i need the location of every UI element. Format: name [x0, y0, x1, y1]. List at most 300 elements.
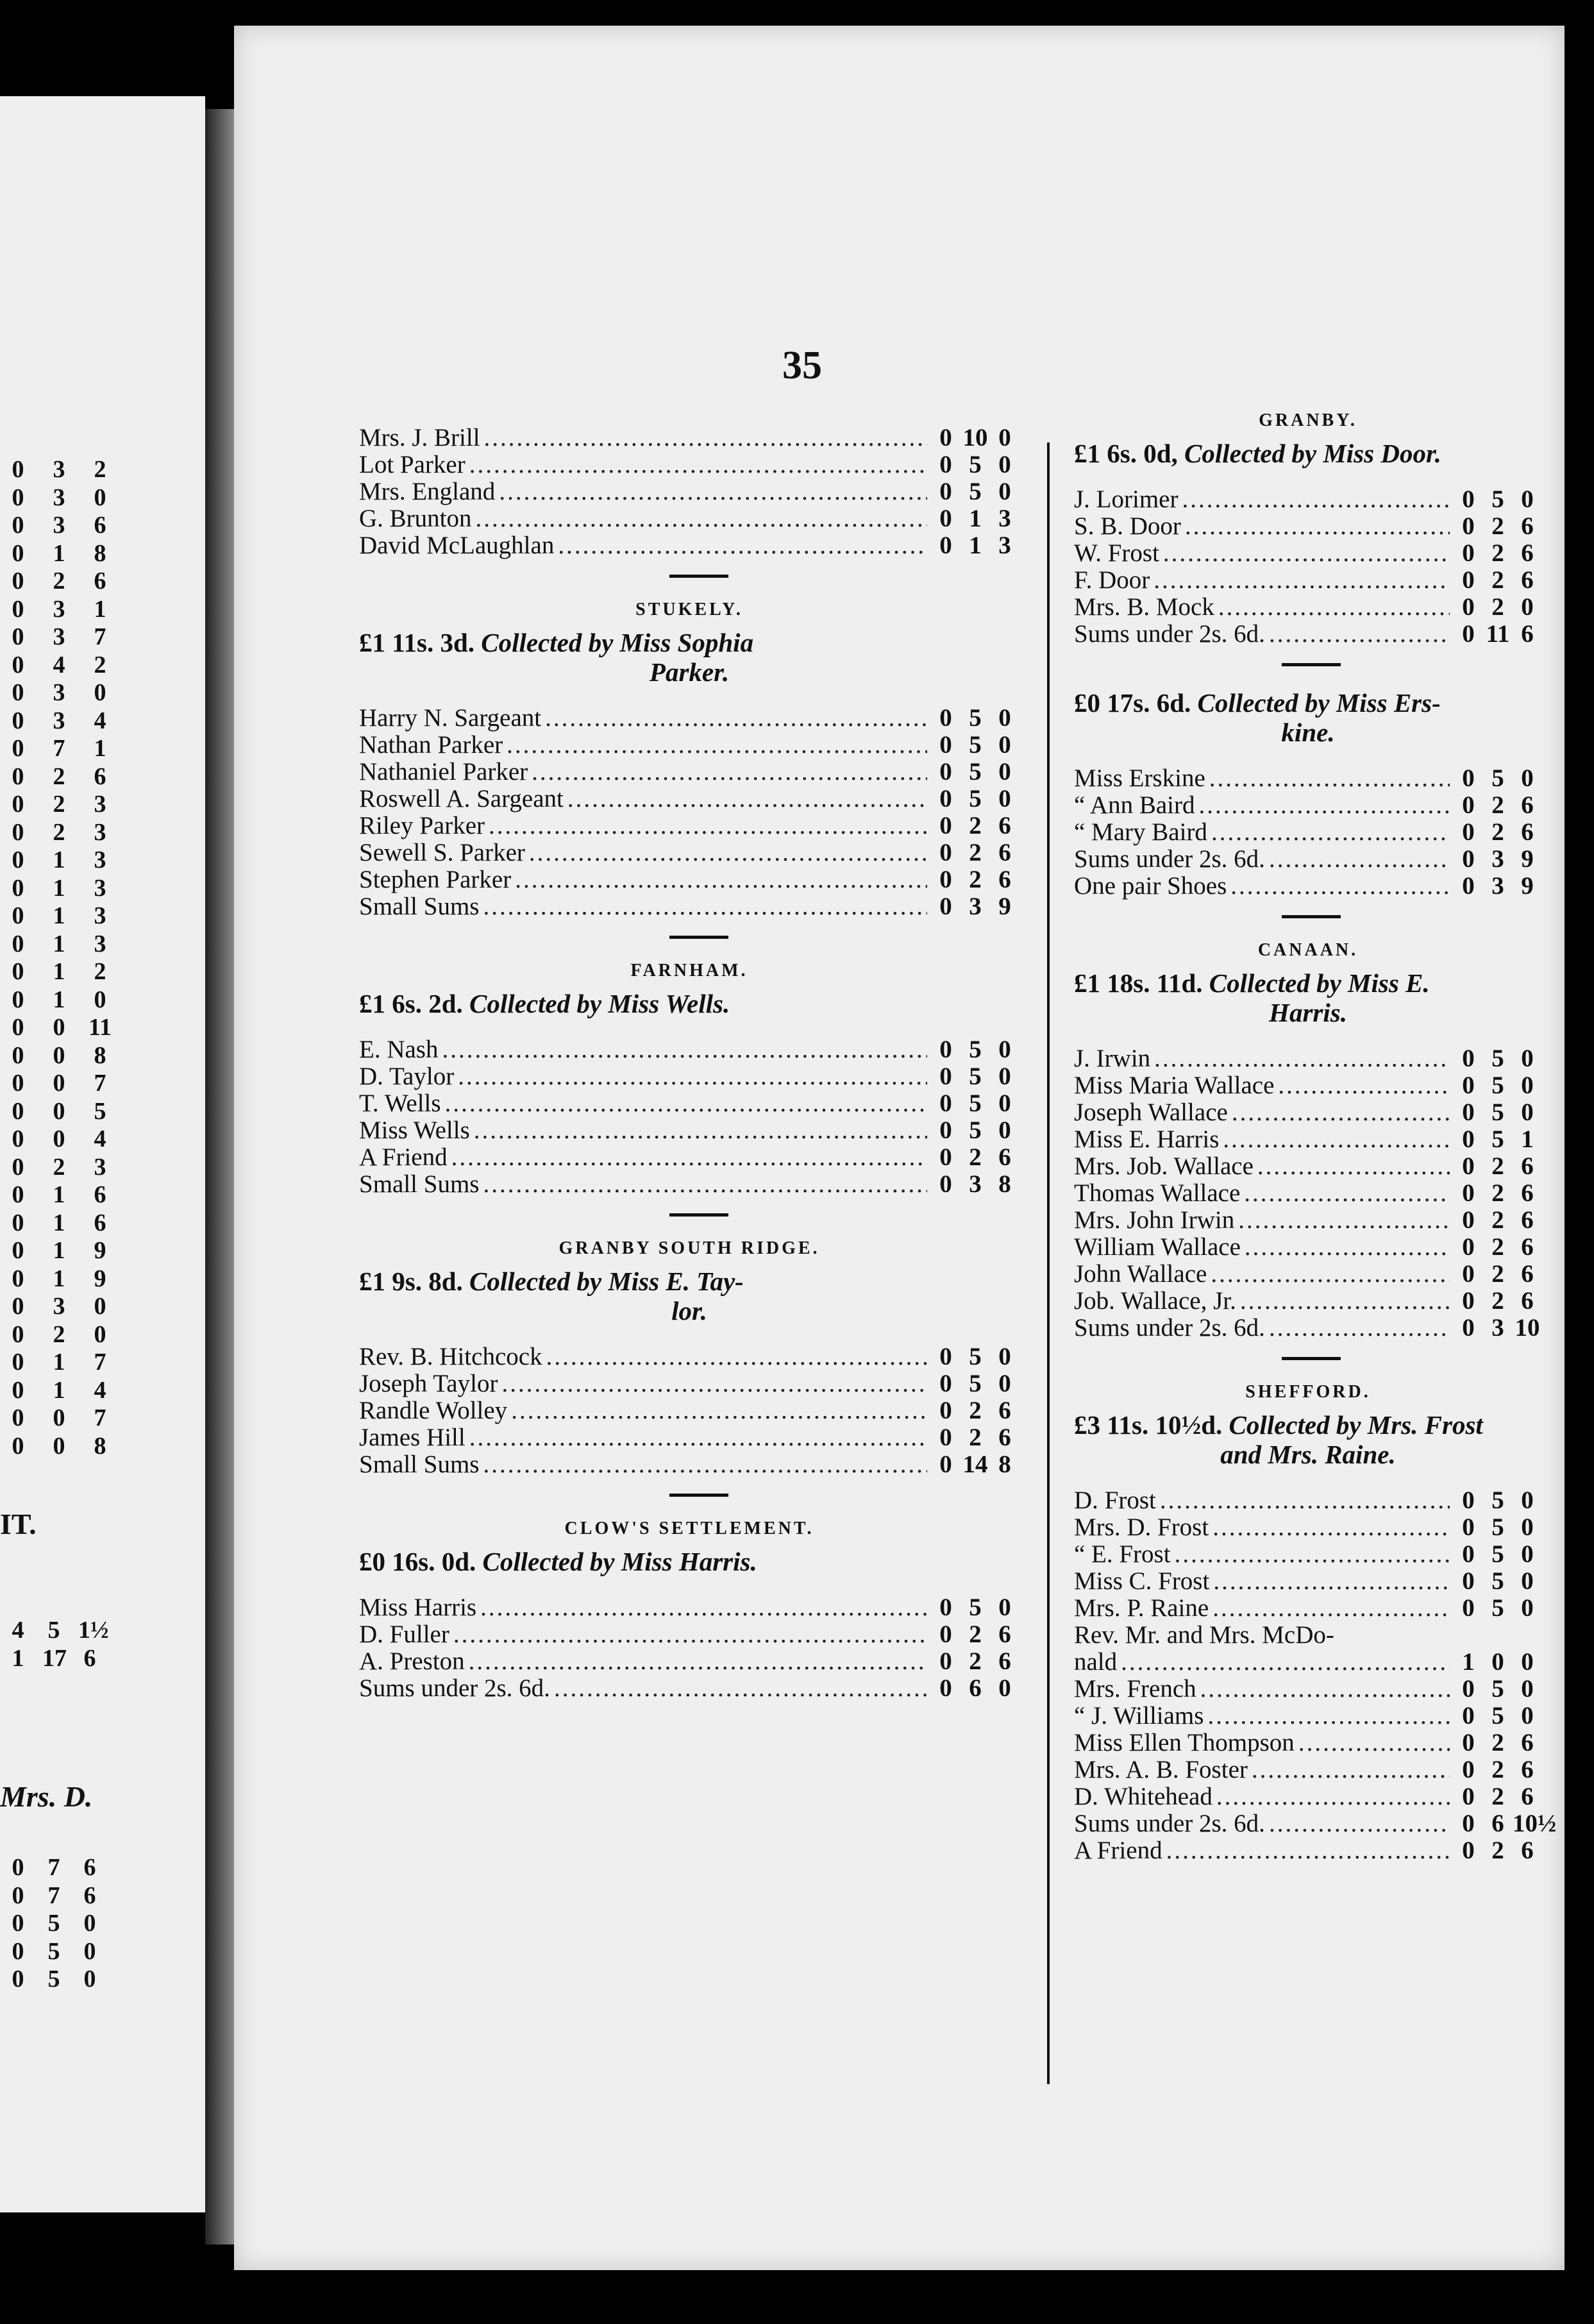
pence-value: 6	[94, 512, 106, 539]
entry-amount	[1454, 1701, 1542, 1730]
ledger-entry	[359, 1116, 1019, 1143]
ledger-entry	[359, 1396, 1019, 1423]
pounds-value: 0	[939, 451, 952, 478]
entry-amount	[931, 1369, 1019, 1398]
entry-amount	[1454, 1233, 1542, 1261]
entry-name: D. Taylor	[359, 1063, 455, 1090]
shillings-value: 0	[1491, 1648, 1504, 1676]
collector-name: Collected by Miss E. Tay-	[469, 1267, 744, 1296]
pence-value: 8	[998, 1170, 1011, 1198]
shillings-value: 1	[53, 846, 65, 873]
shillings-value: 3	[1491, 872, 1504, 900]
entry-amount	[931, 784, 1019, 813]
entry-name: Small Sums	[359, 1170, 480, 1198]
pounds-value: 0	[12, 846, 24, 873]
pounds-value: 0	[939, 731, 952, 759]
pounds-value: 0	[1462, 1702, 1475, 1730]
section-divider	[1282, 915, 1341, 918]
shillings-value: 2	[53, 1320, 65, 1348]
pence-value: 0	[1521, 1648, 1534, 1676]
left-amount-row	[6, 1069, 199, 1097]
pounds-value: 0	[939, 1116, 952, 1144]
dot-leader	[483, 1170, 927, 1199]
dot-leader	[469, 1423, 927, 1452]
shillings-value: 2	[1491, 1233, 1504, 1261]
shillings-value: 4	[53, 651, 65, 678]
entry-amount	[1454, 1755, 1542, 1784]
shillings-value: 2	[1491, 593, 1504, 621]
pounds-value: 0	[1462, 791, 1475, 819]
pounds-value: 0	[12, 762, 24, 790]
left-amount-row	[6, 986, 199, 1014]
left-amount-row	[6, 1125, 199, 1153]
entry-amount	[1454, 593, 1542, 621]
shillings-value: 10	[962, 424, 988, 451]
section-divider	[1282, 1357, 1341, 1360]
pounds-value: 0	[1462, 1152, 1475, 1180]
shillings-value: 0	[53, 1041, 65, 1069]
ledger-entry	[1074, 872, 1542, 898]
ledger-entry	[359, 811, 1019, 838]
pounds-value: 0	[12, 1376, 24, 1404]
pounds-value: 0	[1462, 1783, 1475, 1810]
dot-leader	[1216, 1782, 1450, 1811]
collector-name: Collected by Mrs. Frost	[1229, 1410, 1483, 1440]
section-heading: STUKELY.	[635, 600, 743, 619]
shillings-value: 5	[1491, 1675, 1504, 1703]
collector-name: Collected by Miss Wells.	[469, 989, 730, 1018]
pence-value: 9	[998, 893, 1011, 920]
ledger-entry	[1074, 845, 1542, 872]
pounds-value: 0	[12, 930, 24, 957]
pounds-value: 0	[939, 1170, 952, 1198]
pence-value: 0	[94, 986, 106, 1013]
entry-name: Sewell S. Parker	[359, 839, 525, 866]
dot-leader	[1269, 619, 1450, 648]
shillings-value: 1	[53, 986, 65, 1013]
pounds-value: 0	[12, 1153, 24, 1181]
ledger-entry	[1074, 1513, 1542, 1540]
entry-amount	[931, 1620, 1019, 1649]
ledger-entry	[359, 784, 1019, 811]
ledger-entry	[1074, 1206, 1542, 1233]
shillings-value: 2	[1491, 566, 1504, 594]
pence-value: 6	[1521, 1287, 1534, 1315]
dot-leader	[511, 1396, 927, 1425]
pounds-value: 1	[12, 1644, 24, 1672]
pence-value: 6	[1521, 791, 1534, 819]
entry-amount	[931, 531, 1019, 560]
pence-value: 6	[1521, 1756, 1534, 1783]
left-amount-row	[6, 930, 199, 958]
ledger-entry	[359, 1647, 1019, 1674]
pounds-value: 0	[12, 1070, 24, 1097]
pounds-value: 0	[1462, 1486, 1475, 1514]
pounds-value: 0	[12, 1181, 24, 1208]
pence-value: 0	[998, 1036, 1011, 1063]
pounds-value: 0	[12, 1854, 24, 1881]
entry-name: W. Frost	[1074, 539, 1159, 567]
section-divider	[669, 1213, 728, 1217]
dot-leader	[1244, 1179, 1450, 1208]
shillings-value: 5	[969, 1036, 982, 1063]
pence-value: 9	[94, 1265, 106, 1292]
entry-amount	[931, 1593, 1019, 1622]
pence-value: 3	[998, 505, 1011, 532]
pounds-value: 0	[12, 1349, 24, 1376]
entry-amount	[931, 1143, 1019, 1172]
pence-value: 10	[1514, 1314, 1540, 1342]
entry-amount	[931, 811, 1019, 840]
dot-leader	[1232, 1098, 1450, 1127]
left-amount-row	[6, 734, 199, 762]
entry-amount	[931, 1342, 1019, 1371]
dot-leader	[483, 892, 927, 921]
collector-name: Collected by Miss Door.	[1184, 439, 1441, 468]
pounds-value: 0	[939, 1143, 952, 1171]
dot-leader	[442, 1035, 927, 1064]
ledger-entry	[1074, 566, 1542, 593]
entry-amount	[1454, 1782, 1542, 1811]
ledger-entry	[359, 1620, 1019, 1647]
dot-leader	[529, 838, 927, 867]
entry-amount	[931, 1396, 1019, 1425]
pounds-value: 0	[1462, 1206, 1475, 1234]
section	[359, 1519, 1039, 1701]
collector-name-cont: and Mrs. Raine.	[1220, 1440, 1396, 1469]
entry-name: Sums under 2s. 6d.	[1074, 1810, 1265, 1837]
shillings-value: 11	[1486, 620, 1510, 648]
pence-value: 6	[1521, 1729, 1534, 1756]
entry-name: Small Sums	[359, 1451, 480, 1478]
shillings-value: 1	[53, 539, 65, 567]
collection-line	[359, 628, 1019, 687]
pounds-value: 0	[12, 1937, 24, 1965]
shillings-value: 5	[1491, 1567, 1504, 1595]
pence-value: 9	[1521, 845, 1534, 873]
entry-name: nald	[1074, 1648, 1118, 1676]
shillings-value: 0	[53, 1125, 65, 1152]
pence-value: 1	[94, 735, 106, 762]
pounds-value: 0	[12, 1966, 24, 1992]
entry-amount	[931, 477, 1019, 506]
pence-value: 6	[83, 1644, 96, 1672]
pounds-value: 0	[939, 839, 952, 866]
collection-amount: £1 6s. 2d.	[359, 989, 463, 1018]
shillings-value: 2	[1491, 1756, 1504, 1783]
ledger-entry	[1074, 1486, 1542, 1513]
shillings-value: 3	[1491, 845, 1504, 873]
shillings-value: 5	[969, 731, 982, 759]
dot-leader	[545, 703, 927, 732]
pounds-value: 0	[12, 484, 24, 511]
shillings-value: 2	[969, 1397, 982, 1424]
entry-amount	[1454, 1206, 1542, 1234]
dot-leader	[451, 1143, 927, 1172]
left-amount-row	[6, 707, 199, 735]
pounds-value: 4	[12, 1617, 24, 1644]
left-amount-row	[6, 846, 199, 874]
pounds-value: 0	[12, 874, 24, 902]
shillings-value: 5	[969, 478, 982, 505]
pence-value: 6	[1521, 818, 1534, 846]
ledger-entry	[1074, 1286, 1542, 1313]
pounds-value: 0	[1462, 566, 1475, 594]
pence-value: 0	[998, 785, 1011, 813]
collection-amount: £0 17s. 6d.	[1074, 688, 1191, 718]
pence-value: 0	[1521, 593, 1534, 621]
entry-name: One pair Shoes	[1074, 872, 1227, 900]
pounds-value: 0	[1462, 1260, 1475, 1288]
pounds-value: 0	[12, 539, 24, 567]
shillings-value: 2	[1491, 1152, 1504, 1180]
shillings-value: 2	[1491, 1837, 1504, 1864]
pounds-value: 0	[12, 986, 24, 1013]
left-amount-row	[6, 511, 199, 539]
pounds-value: 0	[1462, 1729, 1475, 1756]
shillings-value: 7	[53, 735, 65, 762]
pence-value: 0	[94, 484, 106, 511]
shillings-value: 5	[969, 1090, 982, 1117]
entry-amount	[931, 504, 1019, 533]
ledger-entry	[1074, 1259, 1542, 1286]
pence-value: 9	[94, 1237, 106, 1264]
pounds-value: 0	[939, 704, 952, 732]
dot-leader	[1252, 1755, 1450, 1784]
dot-leader	[1160, 1486, 1450, 1515]
entry-name: Roswell A. Sargeant	[359, 785, 564, 813]
shillings-value: 0	[53, 1404, 65, 1431]
collection-line	[359, 1547, 1019, 1576]
ledger-entry	[1074, 1098, 1542, 1125]
entry-name: S. B. Door	[1074, 512, 1181, 540]
shillings-value: 3	[53, 512, 65, 539]
shillings-value: 2	[969, 839, 982, 866]
entry-name: Sums under 2s. 6d.	[359, 1674, 550, 1702]
entry-name: David McLaughlan	[359, 532, 555, 559]
ledger-entry	[359, 1035, 1019, 1062]
pounds-value: 0	[12, 679, 24, 706]
entry-name: Mrs. D. Frost	[1074, 1513, 1209, 1541]
shillings-value: 2	[1491, 1729, 1504, 1756]
shillings-value: 1	[53, 1209, 65, 1236]
entry-name: Miss E. Harris	[1074, 1125, 1220, 1153]
pence-value: 0	[998, 1594, 1011, 1621]
collector-name-cont: kine.	[1281, 718, 1335, 747]
ledger-entry	[1074, 1674, 1542, 1701]
dot-leader	[1154, 566, 1450, 594]
dot-leader	[1257, 1152, 1450, 1181]
pounds-value: 0	[12, 1097, 24, 1125]
pounds-value: 0	[939, 1063, 952, 1090]
entry-name: Miss Maria Wallace	[1074, 1072, 1275, 1099]
entry-amount	[1454, 1728, 1542, 1757]
pounds-value: 0	[12, 735, 24, 762]
left-amount-row	[6, 1320, 199, 1349]
pence-value: 0	[998, 731, 1011, 759]
pounds-value: 0	[939, 812, 952, 839]
column-a	[359, 423, 1039, 1701]
pounds-value: 0	[939, 1370, 952, 1397]
pence-value: 0	[1521, 1594, 1534, 1622]
entry-amount	[931, 892, 1019, 921]
collection-line	[1074, 439, 1542, 468]
pounds-value: 0	[1462, 764, 1475, 792]
entry-amount	[1454, 1071, 1542, 1100]
shillings-value: 5	[969, 758, 982, 786]
shillings-value: 5	[969, 1370, 982, 1397]
section-heading: FARNHAM.	[630, 961, 748, 981]
entry-name: Harry N. Sargeant	[359, 704, 542, 732]
entry-amount	[1454, 1674, 1542, 1703]
pence-value: 6	[998, 1397, 1011, 1424]
shillings-value: 5	[969, 1343, 982, 1370]
ledger-entry	[1074, 1152, 1542, 1179]
pence-value: 0	[1521, 485, 1534, 513]
left-bottom-row	[6, 1853, 199, 1882]
section-divider	[669, 936, 728, 939]
pence-value: 0	[998, 478, 1011, 505]
pounds-value: 0	[939, 866, 952, 893]
dot-leader	[445, 1089, 927, 1118]
pence-value: 0	[1521, 1567, 1534, 1595]
pence-value: 1	[94, 595, 106, 623]
dot-leader	[1212, 1513, 1450, 1542]
dot-leader	[1298, 1728, 1450, 1757]
ledger-entry	[1074, 1567, 1542, 1594]
entry-name: Joseph Taylor	[359, 1370, 498, 1397]
ledger-entry	[1074, 593, 1542, 619]
pounds-value: 0	[1462, 1179, 1475, 1207]
collector-name: Collected by Miss Harris.	[482, 1547, 757, 1576]
ledger-entry	[1074, 1125, 1542, 1152]
shillings-value: 5	[1491, 1099, 1504, 1126]
ledger-entry	[359, 1674, 1019, 1701]
pence-value: 6	[94, 1209, 106, 1236]
ledger-entry	[359, 1143, 1019, 1170]
ledger-entry	[359, 1369, 1019, 1396]
entry-amount	[1454, 512, 1542, 541]
shillings-value: 2	[53, 1153, 65, 1181]
shillings-value: 6	[1491, 1810, 1504, 1837]
shillings-value: 3	[53, 679, 65, 706]
pence-value: 6	[998, 1621, 1011, 1648]
ledger-entry	[359, 1170, 1019, 1197]
column-divider	[1047, 442, 1050, 2084]
pounds-value: 0	[1462, 1314, 1475, 1342]
left-bottom-row	[6, 1937, 199, 1966]
collection-amount: £1 18s. 11d.	[1074, 968, 1203, 998]
dot-leader	[1211, 1259, 1450, 1288]
shillings-value: 2	[1491, 539, 1504, 567]
pence-value: 3	[94, 818, 106, 846]
shillings-value: 3	[1491, 1314, 1504, 1342]
entry-amount	[1454, 1486, 1542, 1515]
pence-value: 6	[998, 839, 1011, 866]
pence-value: 8	[998, 1451, 1011, 1478]
shillings-value: 2	[53, 762, 65, 790]
ledger-entry	[359, 423, 1019, 450]
entry-name: Miss Wells	[359, 1116, 470, 1144]
shillings-value: 1	[53, 902, 65, 929]
pounds-value: 0	[1462, 1567, 1475, 1595]
shillings-value: 2	[969, 812, 982, 839]
pounds-value: 0	[1462, 1072, 1475, 1099]
pence-value: 6	[1521, 1233, 1534, 1261]
pence-value: 9	[1521, 872, 1534, 900]
entry-name: Mrs. John Irwin	[1074, 1206, 1235, 1234]
dot-leader	[1223, 1125, 1450, 1154]
pence-value: 6	[998, 1647, 1011, 1675]
ledger-entry	[359, 1593, 1019, 1620]
pounds-value: 0	[1462, 593, 1475, 621]
section-heading: SHEFFORD.	[1245, 1382, 1371, 1402]
shillings-value: 5	[47, 1910, 60, 1937]
pence-value: 0	[1521, 764, 1534, 792]
left-amount-row	[6, 1292, 199, 1320]
pounds-value: 0	[1462, 845, 1475, 873]
pence-value: 0	[998, 1116, 1011, 1144]
ledger-entry	[1074, 1647, 1542, 1674]
entry-name: “ Ann Baird	[1074, 791, 1195, 819]
pence-value: 0	[998, 1343, 1011, 1370]
shillings-value: 2	[1491, 1260, 1504, 1288]
entry-name: “ Mary Baird	[1074, 818, 1207, 846]
dot-leader	[1154, 1044, 1450, 1073]
pounds-value: 0	[12, 1293, 24, 1320]
shillings-value: 2	[53, 818, 65, 846]
pounds-value: 0	[939, 424, 952, 451]
entry-amount	[1454, 1125, 1542, 1154]
entry-amount	[1454, 485, 1542, 514]
pence-value: 8	[94, 539, 106, 567]
left-bottom-amounts	[6, 1853, 199, 1993]
pounds-value: 0	[12, 1910, 24, 1937]
pounds-value: 0	[12, 902, 24, 929]
entry-amount	[931, 1035, 1019, 1064]
shillings-value: 2	[969, 866, 982, 893]
shillings-value: 3	[53, 456, 65, 483]
pounds-value: 0	[12, 1125, 24, 1152]
pence-value: 10½	[1513, 1810, 1557, 1837]
dot-leader	[507, 730, 927, 759]
dot-leader	[1238, 1206, 1450, 1234]
ledger-entry	[359, 531, 1019, 558]
shillings-value: 1	[53, 958, 65, 985]
dot-leader	[558, 531, 927, 560]
pence-value: 0	[1521, 1072, 1534, 1099]
shillings-value: 3	[969, 893, 982, 920]
entry-name: J. Lorimer	[1074, 485, 1179, 513]
ledger-entry	[1074, 1233, 1542, 1259]
top-entries	[359, 423, 1039, 558]
pence-value: 6	[998, 812, 1011, 839]
shillings-value: 5	[47, 1937, 60, 1965]
pounds-value: 0	[1462, 1837, 1475, 1864]
entry-amount	[931, 1674, 1019, 1703]
entry-name: A Friend	[1074, 1837, 1162, 1864]
shillings-value: 3	[53, 595, 65, 623]
entry-name: Sums under 2s. 6d.	[1074, 620, 1265, 648]
left-amount-row	[6, 1432, 199, 1460]
pence-value: 0	[94, 1320, 106, 1348]
entry-amount	[1454, 1152, 1542, 1181]
entry-amount	[931, 450, 1019, 479]
shillings-value: 17	[42, 1644, 67, 1672]
entry-amount	[1454, 791, 1542, 820]
left-amount-row	[6, 874, 199, 902]
ledger-entry	[1074, 1755, 1542, 1782]
